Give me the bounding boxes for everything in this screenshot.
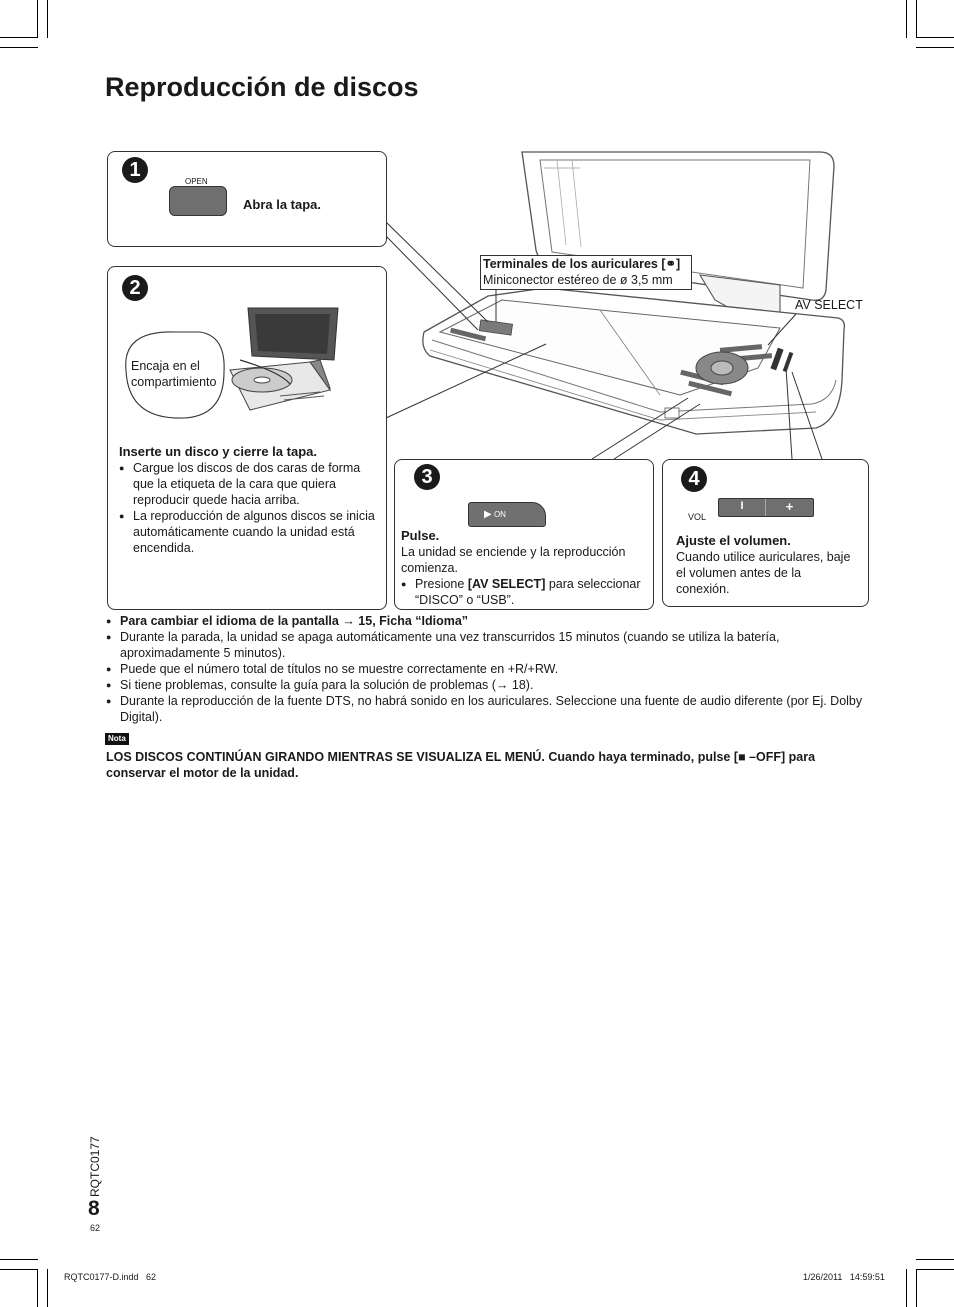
- step4-heading: Ajuste el volumen.: [676, 533, 791, 548]
- step4-text: Cuando utilice auriculares, baje el volumen antes de la conexión.: [676, 550, 851, 596]
- step3-number: 3: [414, 464, 440, 490]
- step1-number: 1: [122, 157, 148, 183]
- crop-mark: [47, 1269, 48, 1307]
- crop-mark: [0, 1259, 38, 1260]
- headphones-callout-sub: Miniconector estéreo de ø 3,5 mm: [483, 273, 673, 287]
- nota-text: LOS DISCOS CONTINÚAN GIRANDO MIENTRAS SE VISUALIZA EL MENÚ. Cuando haya terminado, pulse [■ –OFF] para conservar el motor de la unidad.: [106, 750, 816, 780]
- list-item: ● Puede que el número total de títulos no se muestre correctamente en +R/+RW.: [106, 661, 866, 677]
- crop-mark: [906, 0, 907, 38]
- volume-down-button[interactable]: I: [719, 499, 766, 516]
- list-item: ● Durante la reproducción de la fuente DTS, no habrá sonido en los auriculares. Seleccione una fuente de audio diferente (por Ej. Dolby Digital).: [106, 693, 866, 725]
- list-item: ● Durante la parada, la unidad se apaga automáticamente una vez transcurridos 15 minutos (cuando se utiliza la batería, aproximadamente 5 minutos).: [106, 629, 866, 661]
- footer-left: RQTC0177-D.indd 62: [64, 1272, 157, 1282]
- notes-list: [106, 613, 866, 725]
- step2-heading: Inserte un disco y cierre la tapa.: [119, 444, 317, 459]
- crop-mark: [916, 47, 954, 48]
- step3-heading: Pulse.: [401, 528, 440, 543]
- footer-right: 1/26/2011 14:59:51: [803, 1272, 885, 1282]
- crop-mark: [0, 37, 38, 38]
- vol-label: VOL: [688, 512, 707, 522]
- step4-number: 4: [681, 466, 707, 492]
- page-number: 8: [88, 1197, 100, 1220]
- step2-number: 2: [122, 275, 148, 301]
- step2-bubble-text: Encaja en el compartimiento: [131, 359, 217, 389]
- crop-mark: [0, 1269, 38, 1270]
- on-button[interactable]: [468, 502, 546, 527]
- crop-mark: [916, 1259, 954, 1260]
- volume-up-button[interactable]: +: [785, 499, 794, 514]
- list-item: ● Para cambiar el idioma de la pantalla → 15, Ficha “Idioma”: [106, 613, 866, 629]
- crop-mark: [916, 37, 954, 38]
- step3-text: La unidad se enciende y la reproducción comienza.: [401, 545, 626, 575]
- crop-mark: [916, 1269, 954, 1270]
- headphones-icon: ⚭: [665, 257, 676, 271]
- on-button-label: ON: [493, 510, 506, 519]
- step2-bullets: [119, 460, 377, 556]
- open-button[interactable]: [169, 186, 227, 216]
- crop-mark: [916, 1269, 917, 1307]
- crop-mark: [47, 0, 48, 38]
- volume-rocker: [718, 498, 814, 517]
- list-item: ● La reproducción de algunos discos se inicia automáticamente cuando la unidad está encendida.: [119, 508, 377, 556]
- crop-mark: [906, 1269, 907, 1307]
- list-item: ● Si tiene problemas, consulte la guía para la solución de problemas (→ 18).: [106, 677, 866, 693]
- crop-mark: [0, 47, 38, 48]
- page-title: Reproducción de discos: [105, 72, 419, 102]
- crop-mark: [916, 0, 917, 38]
- list-item: ● Cargue los discos de dos caras de forma que la etiqueta de la cara que quiera reproducir quede hacia arriba.: [119, 460, 377, 508]
- open-button-label: OPEN: [185, 177, 208, 186]
- step1-text: Abra la tapa.: [243, 197, 322, 212]
- headphones-callout-title: Terminales de los auriculares [⚭]: [483, 257, 681, 271]
- side-code: RQTC0177: [88, 1136, 102, 1197]
- crop-mark: [37, 1269, 38, 1307]
- av-select-label: AV SELECT: [795, 298, 863, 312]
- nota-badge: Nota: [105, 733, 129, 745]
- stop-icon: ■: [738, 750, 746, 764]
- bullet-icon: ●: [401, 579, 407, 589]
- play-icon: ▶: [484, 509, 492, 520]
- step3-bullet: ● Presione [AV SELECT] para seleccionar “DISCO” o “USB”.: [401, 577, 641, 607]
- sub-page-number: 62: [90, 1223, 101, 1233]
- crop-mark: [37, 0, 38, 38]
